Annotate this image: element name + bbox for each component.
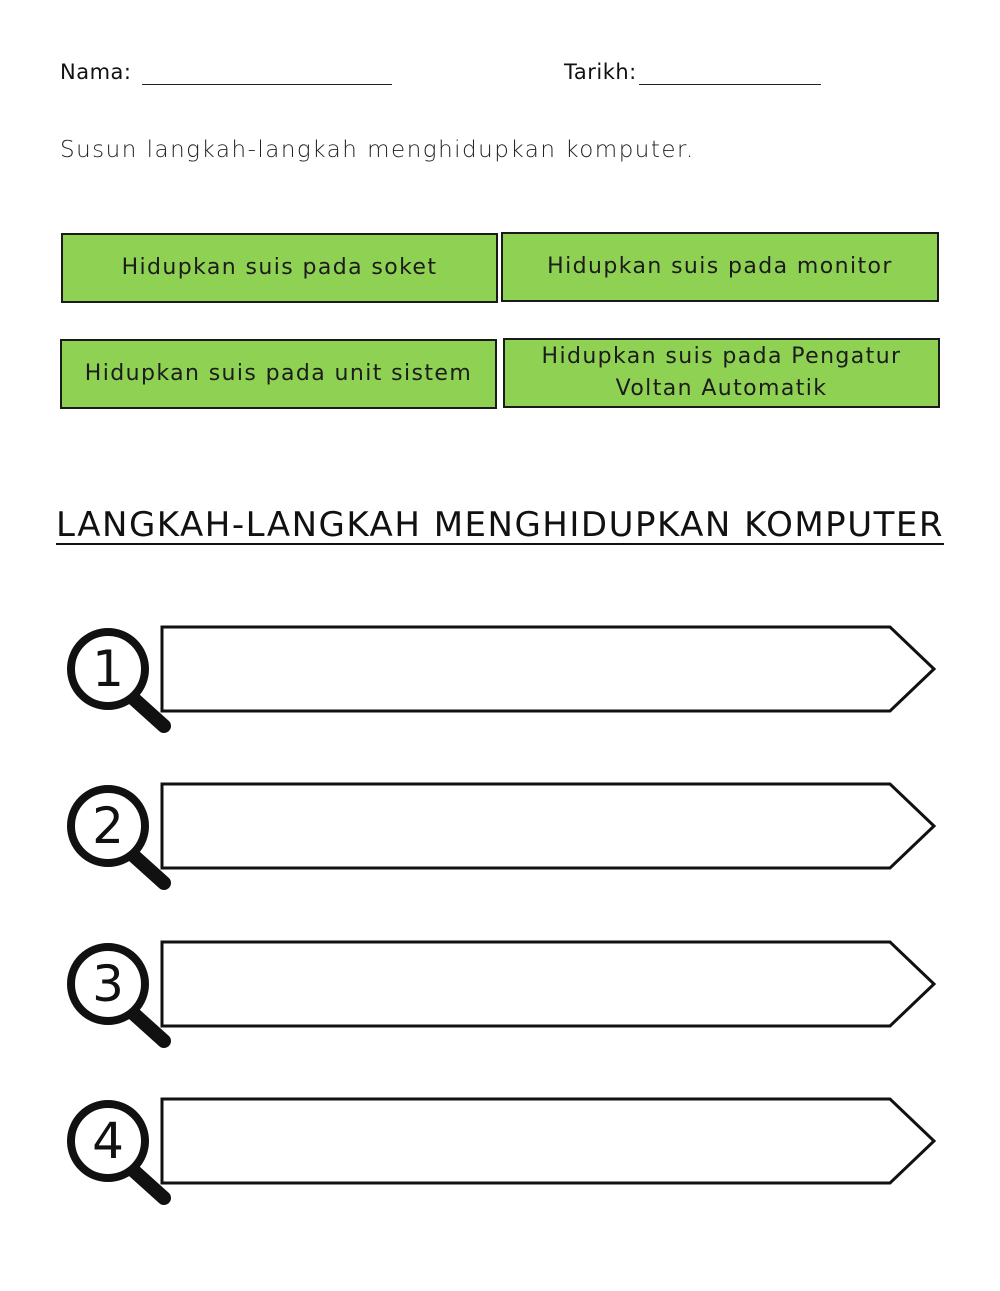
answer-card-3[interactable]: Hidupkan suis pada unit sistem [60, 339, 497, 409]
name-field-line[interactable] [142, 84, 392, 85]
step-number: 3 [92, 955, 124, 1013]
step-row-3 [60, 928, 940, 1048]
date-label: Tarikh: [564, 60, 637, 84]
section-heading-text: LANGKAH-LANGKAH MENGHIDUPKAN KOMPUTER [56, 505, 944, 545]
step-row-4 [60, 1085, 940, 1205]
answer-drop-zone[interactable] [164, 784, 884, 866]
date-field-line[interactable] [639, 84, 821, 85]
answer-drop-zone[interactable] [164, 627, 884, 709]
step-row-1 [60, 613, 940, 733]
step-number: 4 [92, 1112, 124, 1170]
step-row-2 [60, 770, 940, 890]
step-number: 2 [92, 797, 124, 855]
section-heading [0, 505, 1000, 545]
instruction-text: Susun langkah-langkah menghidupkan komputer. [60, 137, 695, 163]
name-label: Nama: [60, 60, 132, 84]
answer-card-4[interactable]: Hidupkan suis pada Pengatur Voltan Automatik [503, 338, 940, 408]
answer-drop-zone[interactable] [164, 942, 884, 1024]
answer-card-2[interactable]: Hidupkan suis pada monitor [501, 232, 939, 302]
answer-drop-zone[interactable] [164, 1099, 884, 1181]
step-number: 1 [92, 640, 124, 698]
answer-card-1[interactable]: Hidupkan suis pada soket [61, 233, 498, 303]
